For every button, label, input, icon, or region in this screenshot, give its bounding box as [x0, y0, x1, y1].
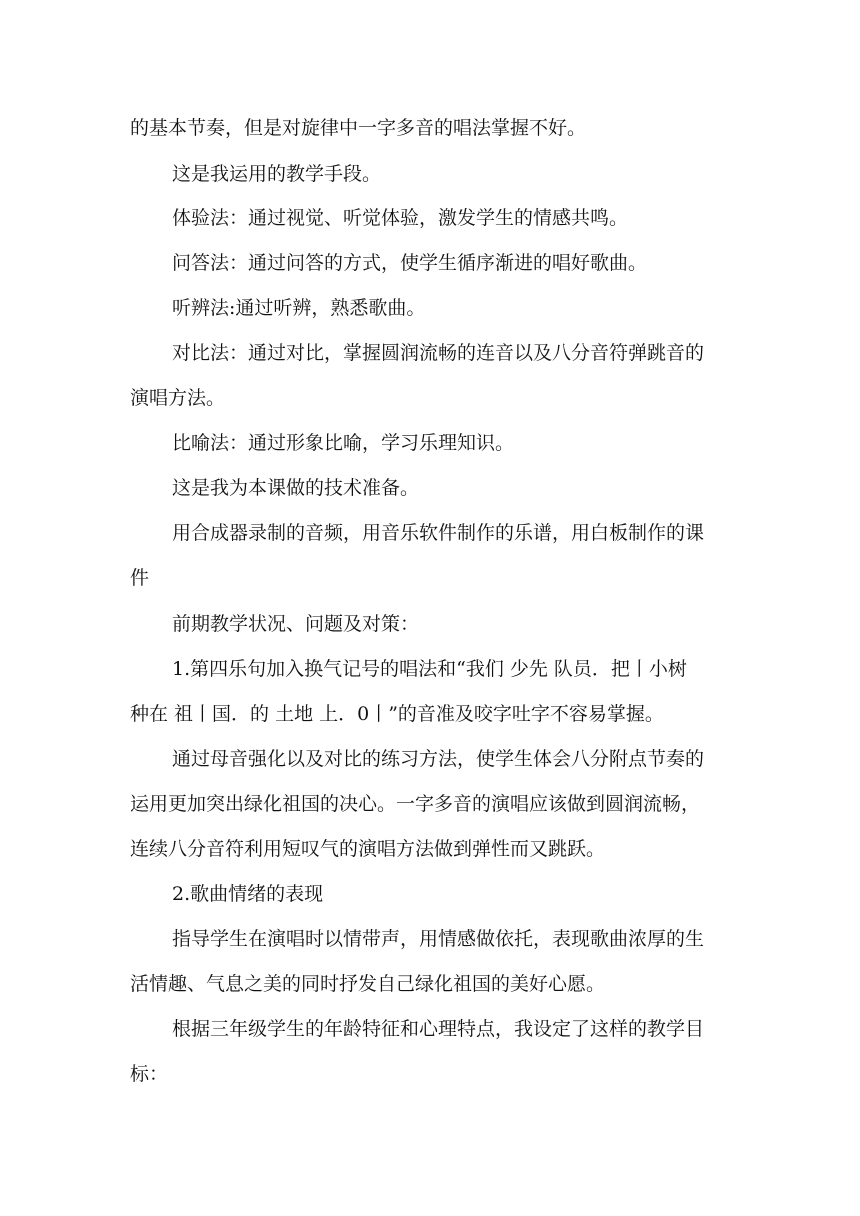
- text-line: 件: [130, 567, 150, 589]
- text-line: 这是我为本课做的技术准备。: [172, 477, 420, 499]
- text-line: 根据三年级学生的年龄特征和心理特点，我设定了这样的教学目: [172, 1018, 705, 1040]
- text-line: 前期教学状况、问题及对策：: [172, 613, 420, 635]
- text-line: 连续八分音符利用短叹气的演唱方法做到弹性而又跳跃。: [130, 838, 606, 860]
- text-line: 问答法：通过问答的方式，使学生循序渐进的唱好歌曲。: [172, 252, 648, 274]
- text-line: 的基本节奏，但是对旋律中一字多音的唱法掌握不好。: [130, 117, 587, 139]
- text-line: 听辨法:通过听辨，熟悉歌曲。: [172, 297, 426, 319]
- text-line: 标：: [130, 1063, 169, 1085]
- text-line: 这是我运用的教学手段。: [172, 163, 382, 185]
- text-line: 活情趣、气息之美的同时抒发自己绿化祖国的美好心愿。: [130, 973, 606, 995]
- text-line: 用合成器录制的音频，用音乐软件制作的乐谱，用白板制作的课: [172, 522, 705, 544]
- text-line: 通过母音强化以及对比的练习方法，使学生体会八分附点节奏的: [172, 748, 705, 770]
- text-line: 指导学生在演唱时以情带声，用情感做依托，表现歌曲浓厚的生: [172, 928, 705, 950]
- text-line: 体验法：通过视觉、听觉体验，激发学生的情感共鸣。: [172, 207, 629, 229]
- text-line: 运用更加突出绿化祖国的决心。一字多音的演唱应该做到圆润流畅，: [130, 793, 701, 815]
- text-line: 种在 祖丨国．的 土地 上．0丨”的音准及咬字吐字不容易掌握。: [130, 703, 664, 725]
- text-line: 演唱方法。: [130, 387, 226, 409]
- text-line: 对比法：通过对比，掌握圆润流畅的连音以及八分音符弹跳音的: [172, 342, 705, 364]
- text-line: 2.歌曲情绪的表现: [172, 883, 324, 905]
- text-line: 比喻法：通过形象比喻，学习乐理知识。: [172, 432, 515, 454]
- text-line: 1.第四乐句加入换气记号的唱法和“我们 少先 队员．把丨小树: [172, 658, 687, 680]
